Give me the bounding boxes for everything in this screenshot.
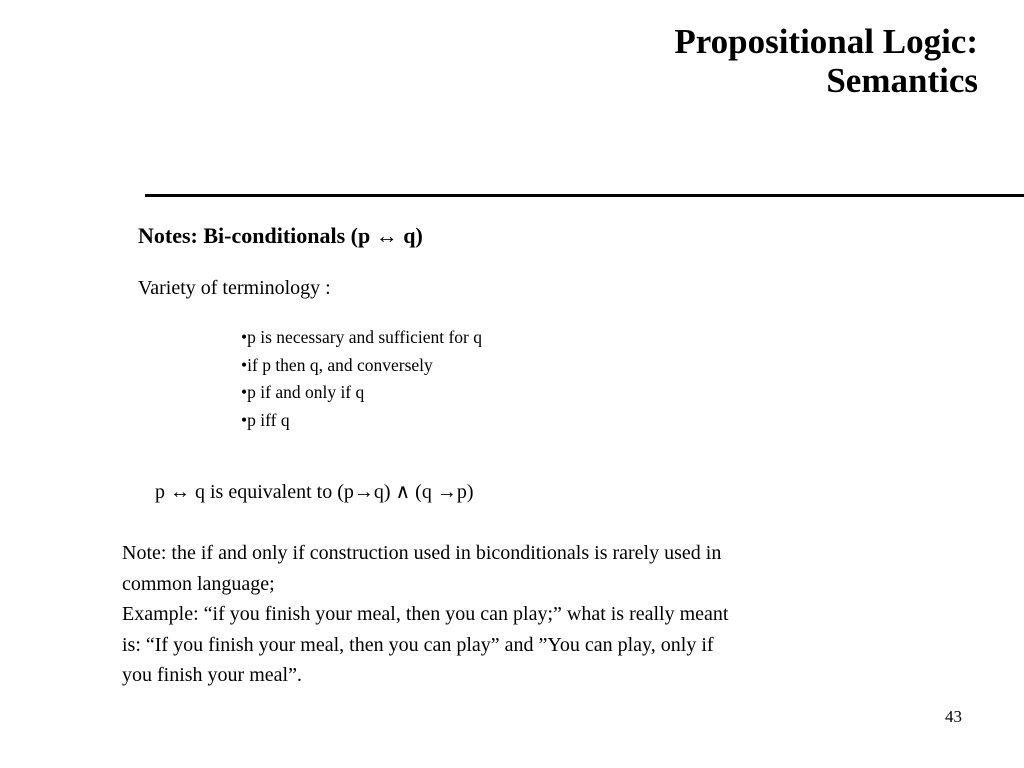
- terminology-item: •p is necessary and sufficient for q: [241, 327, 483, 347]
- note-line: Note: the if and only if construction used in biconditionals is rarely used in: [122, 542, 722, 564]
- terminology-item: •p if and only if q: [241, 382, 365, 402]
- note-line: Example: “if you finish your meal, then you can play;” what is really meant: [122, 603, 729, 625]
- page-number: 43: [945, 707, 962, 726]
- slide-title: [674, 22, 978, 100]
- terminology-item: •if p then q, and conversely: [241, 354, 433, 375]
- section-heading: Notes: Bi-conditionals (p ↔ q): [138, 223, 423, 248]
- note-line: is: “If you finish your meal, then you can play” and ”You can play, only if: [122, 633, 714, 656]
- note-line: you finish your meal”.: [122, 664, 302, 686]
- terminology-item: •p iff q: [241, 409, 290, 430]
- terminology-list: [241, 324, 482, 434]
- note-paragraph: [122, 538, 922, 691]
- title-divider: [145, 194, 1024, 197]
- slide-title-line-1: Propositional Logic:: [674, 22, 978, 61]
- slide-title-line-2: Semantics: [826, 61, 978, 100]
- note-line: common language;: [122, 572, 275, 595]
- terminology-label: Variety of terminology :: [138, 277, 331, 299]
- equivalence-statement: p ↔ q is equivalent to (p→q) ∧ (q →p): [155, 481, 474, 503]
